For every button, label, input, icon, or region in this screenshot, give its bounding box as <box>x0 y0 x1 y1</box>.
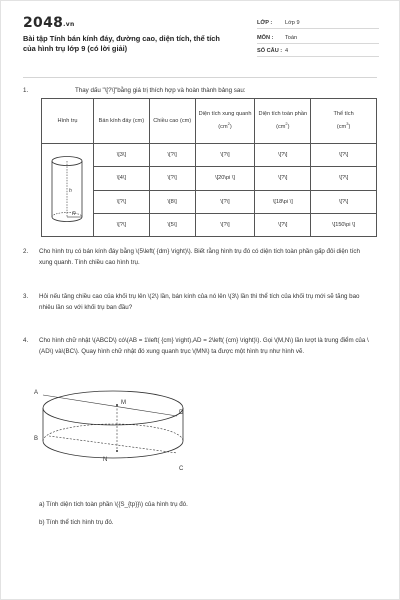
table-cell: \[?\] <box>255 167 311 190</box>
table-row <box>42 144 377 167</box>
page-title: Bài tập Tính bán kính đáy, đường cao, diện tích, thể tích của hình trụ lớp 9 (có lời giải) <box>23 34 220 53</box>
question-3-text: Hỏi nếu tăng chiều cao của khối trụ lên \(2\) lần, bán kính của nó lên \(3\) lần thì thể tích của khối trụ mới sẽ tăng bao nhiêu lần so với khối trụ ban đầu? <box>39 293 360 311</box>
table-cell: \[?\] <box>93 213 149 236</box>
point-label-m: M <box>121 400 126 406</box>
table-header-row <box>42 99 377 144</box>
point-label-b: B <box>34 436 39 442</box>
column-header-lateral-area: Diện tích xung quanh $(cm^2)$ <box>195 99 255 144</box>
question-4-part-a: a) Tính diện tích toàn phần \({S_{tp}}\) của hình trụ đó. <box>39 501 188 508</box>
site-logo[interactable]: 2048.vn <box>23 15 75 31</box>
column-header-volume: Thể tích $(cm^3)$ <box>311 99 377 144</box>
question-1-instruction: Thay dấu "\[?\]"bằng giá trị thích hợp và hoàn thành bảng sau: <box>75 87 246 94</box>
rotated-rectangle-cylinder-figure <box>31 381 201 481</box>
question-number-2: 2. <box>23 248 29 255</box>
point-label-c: C <box>179 466 184 472</box>
meta-value: Lớp 9 <box>285 20 300 26</box>
table-cell: \[?\] <box>255 144 311 167</box>
table-cell: \[?\] <box>195 213 255 236</box>
column-header-cylinder: Hình trụ <box>42 99 94 144</box>
cylinder-figure-cell <box>42 144 94 237</box>
table-cell: \[4\] <box>93 167 149 190</box>
point-label-d: D <box>179 410 184 416</box>
meta-value: 4 <box>285 48 289 54</box>
meta-grade <box>257 18 379 29</box>
table-cell: \[150\pi \] <box>311 213 377 236</box>
table-cell: \[?\] <box>149 167 195 190</box>
table-cell: \[?\] <box>195 144 255 167</box>
table-cell: \[3\] <box>93 144 149 167</box>
point-label-a: A <box>34 390 39 396</box>
table-cell: \[?\] <box>149 144 195 167</box>
table-cell: \[?\] <box>93 190 149 213</box>
radius-label: R <box>72 211 77 217</box>
question-4-part-b: b) Tính thể tích hình trụ đó. <box>39 519 114 526</box>
meta-value: Toán <box>285 35 298 41</box>
table-cell: \[?\] <box>311 190 377 213</box>
table-cell: \[18\pi \] <box>255 190 311 213</box>
meta-subject <box>257 33 379 44</box>
table-cell: \[?\] <box>195 190 255 213</box>
table-cell: \[?\] <box>255 213 311 236</box>
question-number-1: 1. <box>23 87 29 94</box>
point-label-n: N <box>103 457 108 463</box>
table-cell: \[?\] <box>311 167 377 190</box>
table-cell: \[20\pi \] <box>195 167 255 190</box>
table-cell: \[5\] <box>149 213 195 236</box>
height-label: h <box>69 188 73 194</box>
question-number-4: 4. <box>23 337 29 344</box>
meta-label: SỐ CÂU : <box>257 48 283 54</box>
column-header-radius: Bán kính đáy (cm) <box>93 99 149 144</box>
column-header-height: Chiều cao (cm) <box>149 99 195 144</box>
cylinder-figure <box>42 144 92 234</box>
cylinder-table <box>41 98 377 237</box>
question-number-3: 3. <box>23 293 29 300</box>
column-header-total-area: Diện tích toàn phần $(cm^2)$ <box>255 99 311 144</box>
table-cell: \[?\] <box>311 144 377 167</box>
question-2-text: Cho hình trụ có bán kính đáy bằng \(5\left( {dm} \right)\). Biết rằng hình trụ đó có diện tích toàn phần gấp đôi diện tích xung quanh. Tính chiều cao hình trụ. <box>39 248 360 266</box>
meta-question-count <box>257 46 379 57</box>
meta-label: MÔN : <box>257 35 274 41</box>
header-divider <box>23 77 377 78</box>
meta-label: LỚP : <box>257 20 273 26</box>
question-4-text: Cho hình chữ nhật \(ABCD\) có\(AB = 1\left( {cm} \right),AD = 2\left( {cm} \right)\). Gọi \(M,N\) lần lượt là trung điểm của \(AD\) và\(BC\). Quay hình chữ nhật đó xung quanh trục \(MN\) ta được một hình trụ như hình vẽ. <box>39 337 369 355</box>
table-cell: \[8\] <box>149 190 195 213</box>
